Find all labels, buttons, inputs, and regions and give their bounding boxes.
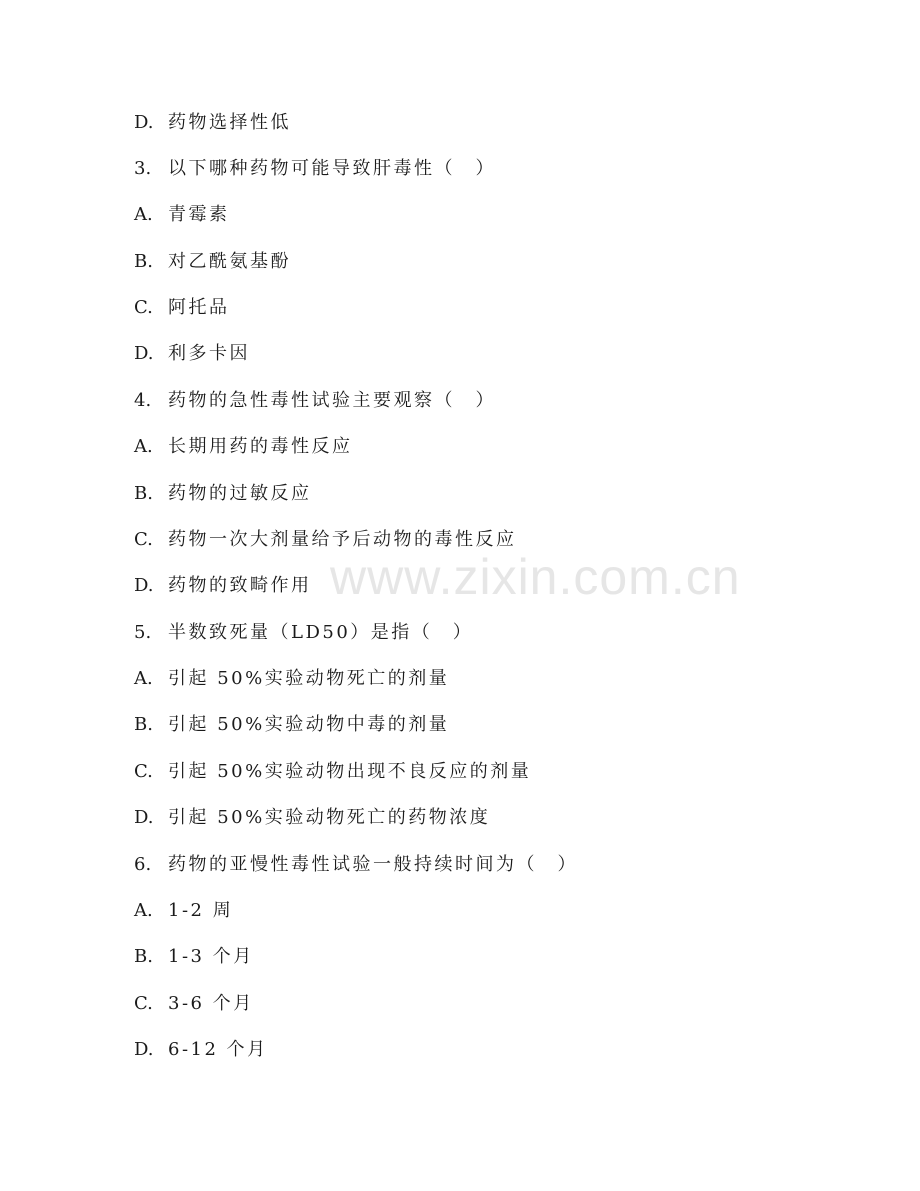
option-label: C. <box>134 993 153 1014</box>
option-text: 利多卡因 <box>168 343 250 364</box>
option-line <box>134 712 449 738</box>
option-label: A. <box>134 668 153 689</box>
option-text: 药物一次大剂量给予后动物的毒性反应 <box>168 529 517 550</box>
watermark: www.zixin.com.cn <box>330 549 741 605</box>
question-number: 5. <box>134 622 152 643</box>
option-line <box>134 666 449 692</box>
option-label: B. <box>134 714 153 735</box>
option-line <box>134 991 254 1017</box>
question-number: 4. <box>134 390 152 411</box>
option-text: 青霉素 <box>168 204 230 225</box>
option-text: 长期用药的毒性反应 <box>168 436 353 457</box>
option-label: C. <box>134 297 153 318</box>
question-number: 6. <box>134 854 152 875</box>
option-line <box>134 573 312 599</box>
option-line <box>134 341 250 367</box>
option-label: D. <box>134 575 154 596</box>
option-line <box>134 527 517 553</box>
option-label: D. <box>134 112 154 133</box>
option-line <box>134 434 353 460</box>
option-line <box>134 295 230 321</box>
option-line <box>134 759 531 785</box>
option-text: 1-2 周 <box>168 900 234 921</box>
option-label: B. <box>134 483 153 504</box>
option-line <box>134 110 291 136</box>
option-text: 3-6 个月 <box>168 993 254 1014</box>
question-line <box>134 156 496 182</box>
option-line <box>134 805 490 831</box>
option-text: 阿托品 <box>168 297 230 318</box>
option-text: 引起 50%实验动物出现不良反应的剂量 <box>168 761 532 782</box>
question-line <box>134 852 578 878</box>
option-label: D. <box>134 1039 154 1060</box>
option-line <box>134 202 230 228</box>
option-line <box>134 944 254 970</box>
option-line <box>134 481 312 507</box>
question-line <box>134 388 496 414</box>
option-line <box>134 898 233 924</box>
option-text: 药物的过敏反应 <box>168 483 312 504</box>
option-text: 药物选择性低 <box>168 112 291 133</box>
option-label: D. <box>134 807 154 828</box>
option-label: B. <box>134 251 153 272</box>
option-label: D. <box>134 343 154 364</box>
question-text: 药物的亚慢性毒性试验一般持续时间为（ ） <box>168 854 578 875</box>
option-label: A. <box>134 436 153 457</box>
question-number: 3. <box>134 158 152 179</box>
option-line <box>134 1037 268 1063</box>
question-text: 半数致死量（LD50）是指（ ） <box>168 622 474 643</box>
option-label: A. <box>134 900 153 921</box>
option-label: A. <box>134 204 153 225</box>
option-text: 引起 50%实验动物中毒的剂量 <box>168 714 450 735</box>
option-text: 引起 50%实验动物死亡的剂量 <box>168 668 450 689</box>
option-line <box>134 249 291 275</box>
option-text: 对乙酰氨基酚 <box>168 251 291 272</box>
option-text: 引起 50%实验动物死亡的药物浓度 <box>168 807 491 828</box>
option-label: C. <box>134 529 153 550</box>
question-text: 以下哪种药物可能导致肝毒性（ ） <box>168 158 496 179</box>
option-text: 药物的致畸作用 <box>168 575 312 596</box>
question-line <box>134 620 473 646</box>
option-text: 1-3 个月 <box>168 946 254 967</box>
question-text: 药物的急性毒性试验主要观察（ ） <box>168 390 496 411</box>
option-label: B. <box>134 946 153 967</box>
option-label: C. <box>134 761 153 782</box>
option-text: 6-12 个月 <box>168 1039 268 1060</box>
